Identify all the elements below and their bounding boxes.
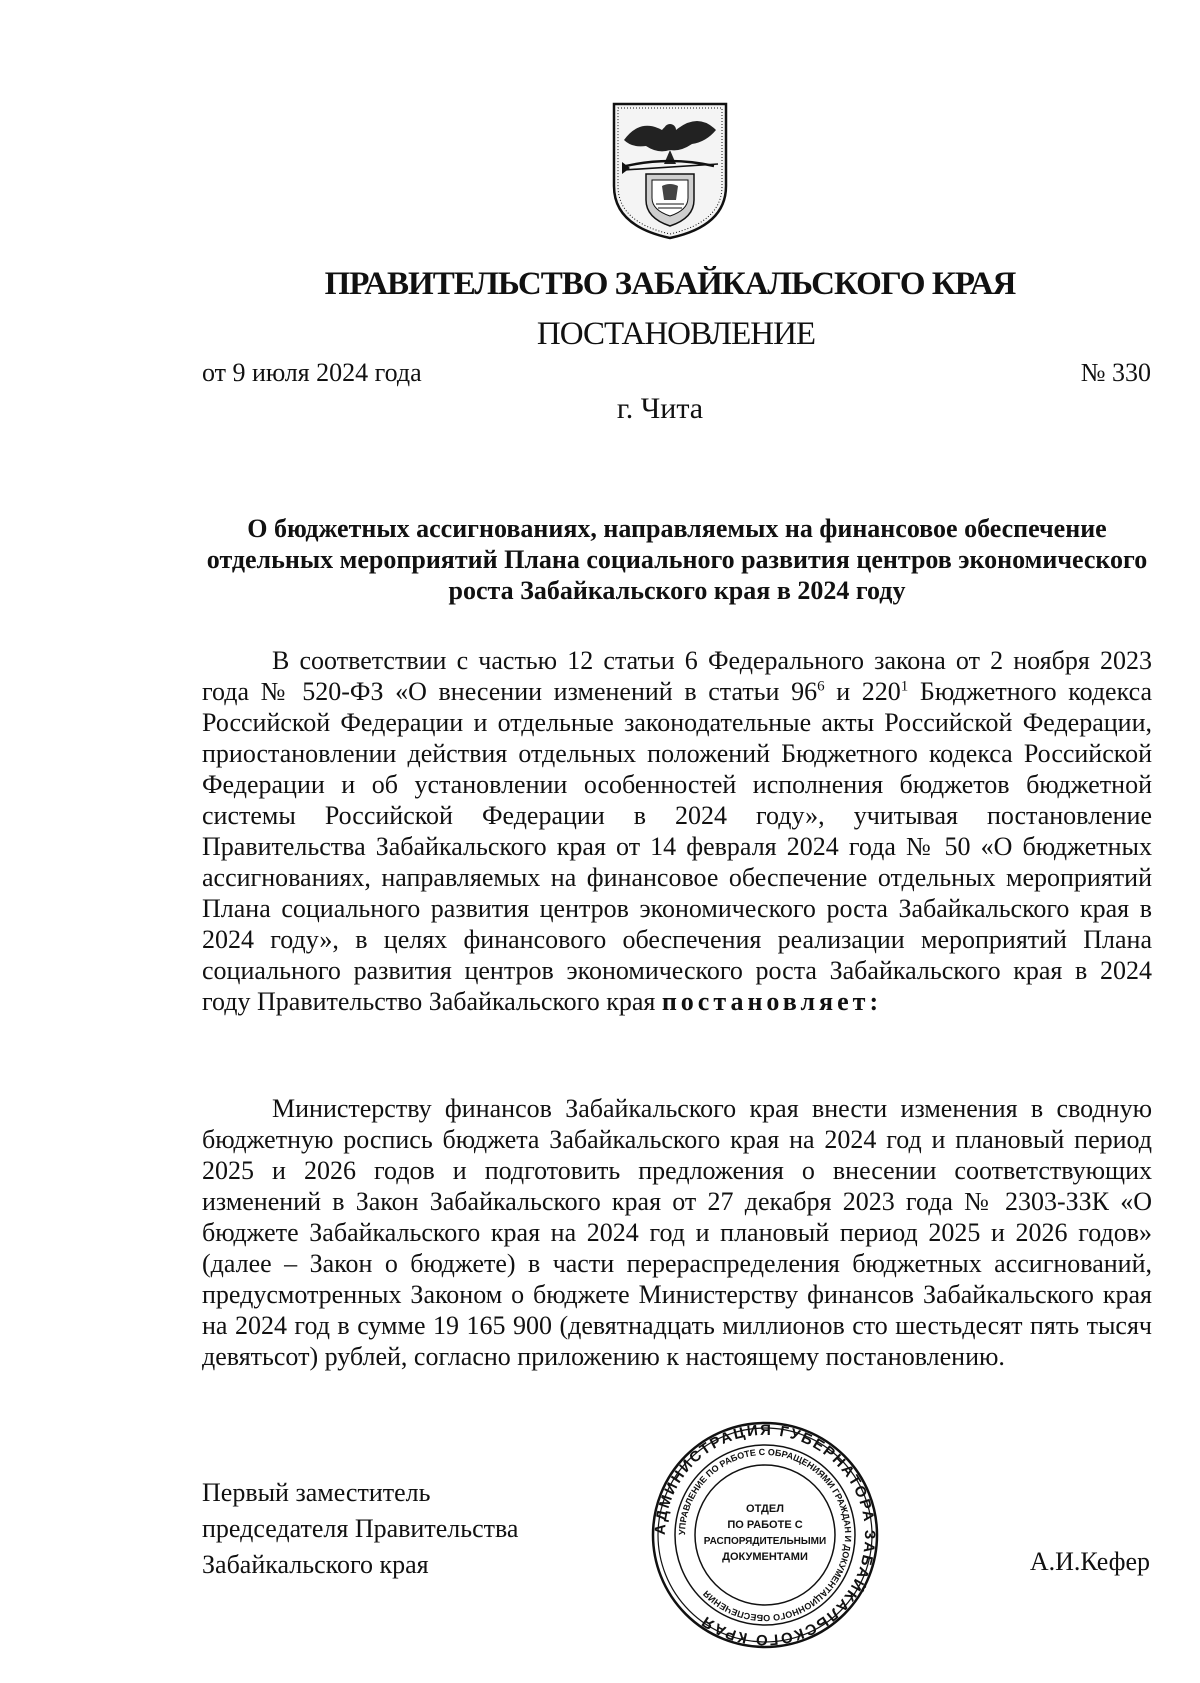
document-number: № 330 xyxy=(1080,358,1151,387)
stamp-line-1: ОТДЕЛ xyxy=(746,1503,784,1515)
paragraph-2: Министерству финансов Забайкальского края внести изменения в сводную бюджетную роспись бюджета Забайкальского края на 2024 год и плановый период 2025 и 2026 годов и подготовить предложения о внесении соответствующих изменений в Закон Забайкальского края от 27 декабря 2023 года № 2303-ЗЗК «О бюджете Забайкальского края на 2024 год и плановый период 2025 и 2026 годов» (далее – Закон о бюджете) в части перераспределения бюджетных ассигнований, предусмотренных Законом о бюджете Министерству финансов Забайкальского края на 2024 год в сумме 19 165 900 (девятнадцать миллионов сто шестьдесят пять тысяч девятьсот) рублей, согласно приложению к настоящему постановлению. xyxy=(202,1094,1152,1371)
paragraph-1-text-c: Бюджетного кодекса Российской Федерации и отдельные законодательные акты Российской Федерации, приостановлении действия отдельных положений Бюджетного кодекса Российской Федерации и об установлении особенностей исполнения бюджетов бюджетной системы Российской Федерации в 2024 году», учитывая постановление Правительства Забайкальского края от 14 февраля 2024 года № 50 «О бюджетных ассигнованиях, направляемых на финансовое обеспечение отдельных мероприятий Плана социального развития центров экономического роста Забайкальского края в 2024 году», в целях финансового обеспечения реализации мероприятий Плана социального развития центров экономического роста Забайкальского края в 2024 году Правительство Забайкальского края xyxy=(202,677,1152,1016)
document-type: ПОСТАНОВЛЕНИЕ xyxy=(536,316,816,352)
paragraph-1 xyxy=(202,645,1152,1017)
document-city: г. Чита xyxy=(616,392,704,425)
decree-colon: : xyxy=(869,987,883,1016)
document-subject: О бюджетных ассигнованиях, направляемых на финансовое обеспечение отдельных мероприятий Плана социального развития центров экономического роста Забайкальского края в 2024 году xyxy=(206,514,1148,605)
signer-position-line-3: Забайкальского края xyxy=(202,1550,429,1579)
signer-position xyxy=(202,1475,518,1583)
signer-position-line-1: Первый заместитель xyxy=(202,1478,431,1507)
signer-name: А.И.Кефер xyxy=(1029,1547,1150,1576)
superscript-2: 1 xyxy=(900,678,909,695)
signer-position-line-2: председателя Правительства xyxy=(202,1514,519,1543)
superscript-1: 6 xyxy=(817,678,825,695)
svg-text:УПРАВЛЕНИЕ ПО РАБОТЕ С ОБРАЩЕН xyxy=(677,1447,853,1623)
stamp-outer-text: АДМИНИСТРАЦИЯ ГУБЕРНАТОРА ЗАБАЙКАЛЬСКОГО КРАЯ xyxy=(651,1421,879,1649)
paragraph-1-text-a: В соответствии с частью 12 статьи 6 Федерального закона от 2 ноября 2023 года № 520-ФЗ «О внесении изменений в статьи 96 xyxy=(202,646,1152,706)
coat-of-arms-icon xyxy=(610,100,730,242)
stamp-line-3: РАСПОРЯДИТЕЛЬНЫМИ xyxy=(703,1536,827,1547)
paragraph-1-text-b: и 220 xyxy=(824,677,901,706)
stamp-line-4: ДОКУМЕНТАМИ xyxy=(722,1551,808,1563)
document-date: от 9 июля 2024 года xyxy=(202,358,422,387)
official-stamp xyxy=(650,1420,880,1650)
stamp-inner-ring-text: УПРАВЛЕНИЕ ПО РАБОТЕ С ОБРАЩЕНИЯМИ ГРАЖДАН И ДОКУМЕНТАЦИОННОГО ОБЕСПЕЧЕНИЯ xyxy=(676,1446,854,1624)
decree-word: постановляет xyxy=(661,987,870,1016)
government-title: ПРАВИТЕЛЬСТВО ЗАБАЙКАЛЬСКОГО КРАЯ xyxy=(324,266,1016,302)
stamp-line-2: ПО РАБОТЕ С xyxy=(727,1519,803,1531)
